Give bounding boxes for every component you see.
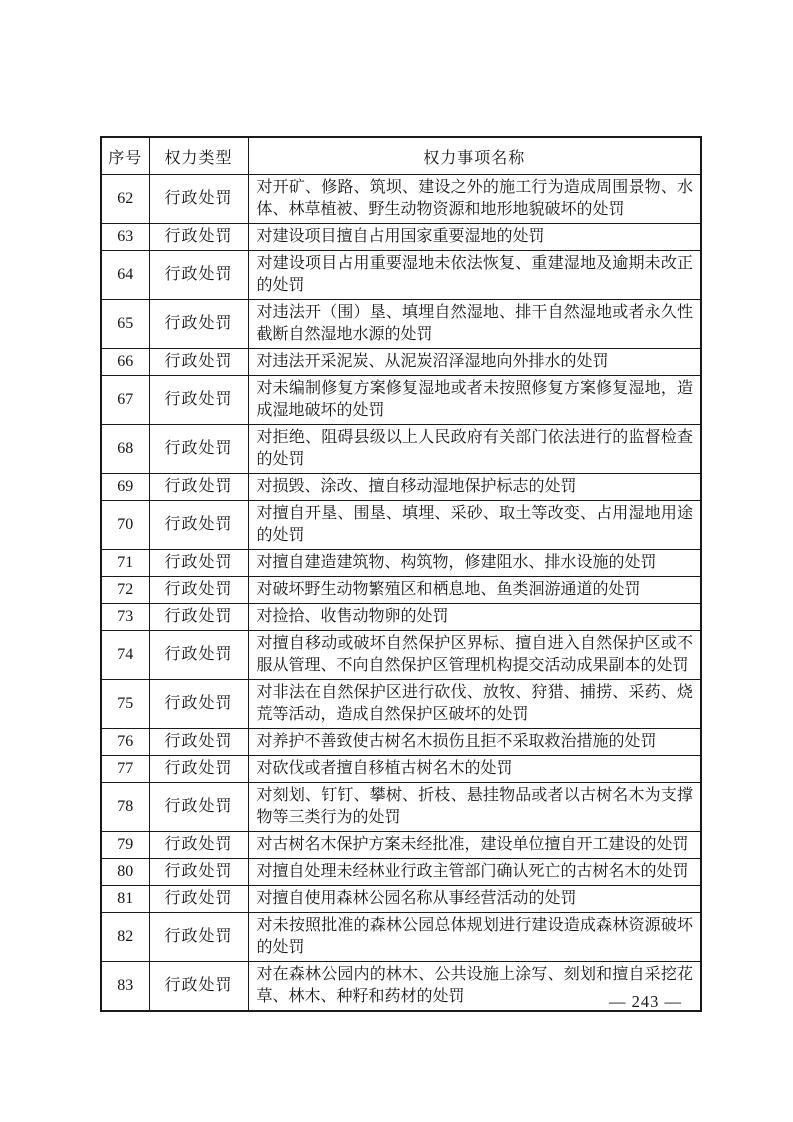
table-row: [101, 501, 701, 550]
power-type-cell: 行政处罚: [149, 631, 248, 680]
power-type-cell: 行政处罚: [149, 577, 248, 604]
table-row: [101, 175, 701, 224]
power-item-name-cell: 对拒绝、阻碍县级以上人民政府有关部门依法进行的监督检查的处罚: [248, 425, 701, 474]
power-type-cell: 行政处罚: [149, 832, 248, 859]
power-item-name-cell: 对捡拾、收售动物卵的处罚: [248, 604, 701, 631]
serial-number-cell: 64: [101, 251, 149, 300]
power-type-cell: 行政处罚: [149, 501, 248, 550]
serial-number-cell: 73: [101, 604, 149, 631]
serial-number-cell: 83: [101, 962, 149, 1012]
power-item-name-cell: 对损毁、涂改、擅自移动湿地保护标志的处罚: [248, 474, 701, 501]
power-item-name-cell: 对刻划、钉钉、攀树、折枝、悬挂物品或者以古树名木为支撑物等三类行为的处罚: [248, 783, 701, 832]
serial-number-cell: 68: [101, 425, 149, 474]
table-row: [101, 886, 701, 913]
power-type-cell: 行政处罚: [149, 224, 248, 251]
table-row: [101, 631, 701, 680]
power-item-name-cell: 对擅自移动或破坏自然保护区界标、擅自进入自然保护区或不服从管理、不向自然保护区管理机构提交活动成果副本的处罚: [248, 631, 701, 680]
power-item-name-cell: 对古树名木保护方案未经批准，建设单位擅自开工建设的处罚: [248, 832, 701, 859]
header-serial-number: 序号: [101, 137, 149, 175]
serial-number-cell: 71: [101, 550, 149, 577]
power-type-cell: 行政处罚: [149, 756, 248, 783]
power-type-cell: 行政处罚: [149, 783, 248, 832]
serial-number-cell: 79: [101, 832, 149, 859]
power-item-name-cell: 对开矿、修路、筑坝、建设之外的施工行为造成周围景物、水体、林草植被、野生动物资源和地形地貌破坏的处罚: [248, 175, 701, 224]
power-item-name-cell: 对养护不善致使古树名木损伤且拒不采取救治措施的处罚: [248, 729, 701, 756]
power-type-cell: 行政处罚: [149, 175, 248, 224]
power-item-name-cell: 对建设项目占用重要湿地未依法恢复、重建湿地及逾期未改正的处罚: [248, 251, 701, 300]
power-items-table: [100, 136, 702, 1012]
power-item-name-cell: 对建设项目擅自占用国家重要湿地的处罚: [248, 224, 701, 251]
serial-number-cell: 69: [101, 474, 149, 501]
table-row: [101, 474, 701, 501]
table-row: [101, 604, 701, 631]
power-item-name-cell: 对擅自开垦、围垦、填埋、采砂、取土等改变、占用湿地用途的处罚: [248, 501, 701, 550]
power-type-cell: 行政处罚: [149, 913, 248, 962]
table-row: [101, 913, 701, 962]
serial-number-cell: 81: [101, 886, 149, 913]
table-row: [101, 349, 701, 376]
power-type-cell: 行政处罚: [149, 886, 248, 913]
power-type-cell: 行政处罚: [149, 474, 248, 501]
power-item-name-cell: 对在森林公园内的林木、公共设施上涂写、刻划和擅自采挖花草、林木、种籽和药材的处罚: [248, 962, 701, 1012]
table-row: [101, 550, 701, 577]
table-row: [101, 577, 701, 604]
power-type-cell: 行政处罚: [149, 604, 248, 631]
table-row: [101, 756, 701, 783]
power-type-cell: 行政处罚: [149, 300, 248, 349]
serial-number-cell: 67: [101, 376, 149, 425]
serial-number-cell: 74: [101, 631, 149, 680]
table-header-row: [101, 137, 701, 175]
table-row: [101, 300, 701, 349]
power-type-cell: 行政处罚: [149, 729, 248, 756]
table-row: [101, 376, 701, 425]
table-row: [101, 832, 701, 859]
table-body: [101, 175, 701, 1012]
power-item-name-cell: 对违法开采泥炭、从泥炭沼泽湿地向外排水的处罚: [248, 349, 701, 376]
page-number: — 243 —: [609, 992, 682, 1011]
serial-number-cell: 65: [101, 300, 149, 349]
serial-number-cell: 63: [101, 224, 149, 251]
power-type-cell: 行政处罚: [149, 349, 248, 376]
power-type-cell: 行政处罚: [149, 680, 248, 729]
serial-number-cell: 66: [101, 349, 149, 376]
power-type-cell: 行政处罚: [149, 376, 248, 425]
power-type-cell: 行政处罚: [149, 425, 248, 474]
power-item-name-cell: 对未按照批准的森林公园总体规划进行建设造成森林资源破坏的处罚: [248, 913, 701, 962]
serial-number-cell: 76: [101, 729, 149, 756]
power-type-cell: 行政处罚: [149, 550, 248, 577]
power-item-name-cell: 对破坏野生动物繁殖区和栖息地、鱼类洄游通道的处罚: [248, 577, 701, 604]
power-type-cell: 行政处罚: [149, 251, 248, 300]
serial-number-cell: 78: [101, 783, 149, 832]
table-row: [101, 729, 701, 756]
serial-number-cell: 82: [101, 913, 149, 962]
table-row: [101, 783, 701, 832]
table-row: [101, 425, 701, 474]
serial-number-cell: 80: [101, 859, 149, 886]
serial-number-cell: 72: [101, 577, 149, 604]
table-row: [101, 680, 701, 729]
table-row: [101, 251, 701, 300]
power-item-name-cell: 对违法开（围）垦、填埋自然湿地、排干自然湿地或者永久性截断自然湿地水源的处罚: [248, 300, 701, 349]
header-power-type: 权力类型: [149, 137, 248, 175]
header-power-item-name: 权力事项名称: [248, 137, 701, 175]
power-item-name-cell: 对砍伐或者擅自移植古树名木的处罚: [248, 756, 701, 783]
power-item-name-cell: 对非法在自然保护区进行砍伐、放牧、狩猎、捕捞、采药、烧荒等活动，造成自然保护区破坏的处罚: [248, 680, 701, 729]
serial-number-cell: 75: [101, 680, 149, 729]
power-item-name-cell: 对擅自使用森林公园名称从事经营活动的处罚: [248, 886, 701, 913]
power-type-cell: 行政处罚: [149, 962, 248, 1012]
serial-number-cell: 77: [101, 756, 149, 783]
power-item-name-cell: 对擅自建造建筑物、构筑物，修建阻水、排水设施的处罚: [248, 550, 701, 577]
table-row: [101, 859, 701, 886]
power-item-name-cell: 对擅自处理未经林业行政主管部门确认死亡的古树名木的处罚: [248, 859, 701, 886]
serial-number-cell: 62: [101, 175, 149, 224]
table-row: [101, 224, 701, 251]
serial-number-cell: 70: [101, 501, 149, 550]
power-type-cell: 行政处罚: [149, 859, 248, 886]
power-item-name-cell: 对未编制修复方案修复湿地或者未按照修复方案修复湿地，造成湿地破坏的处罚: [248, 376, 701, 425]
